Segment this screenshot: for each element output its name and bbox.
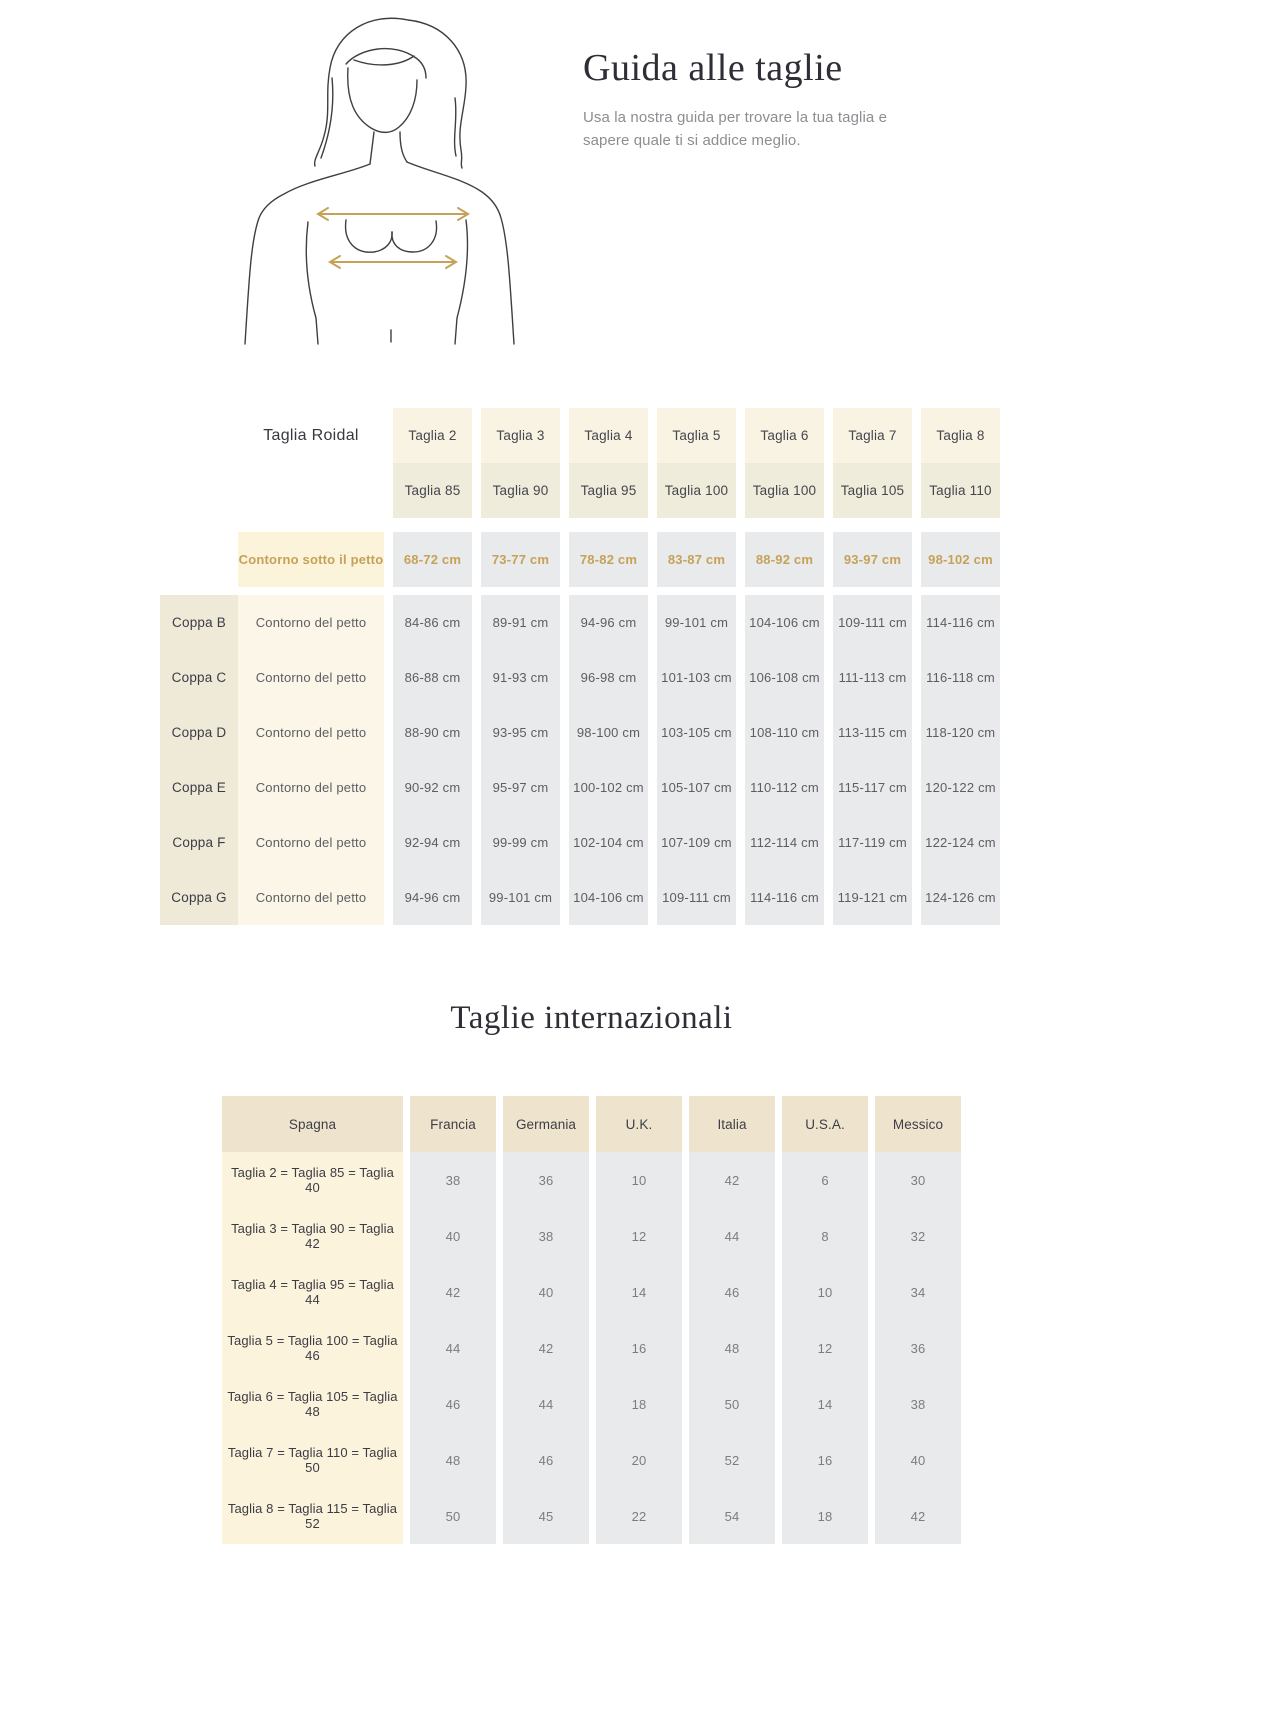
intl-size-cell: 12 — [775, 1320, 868, 1376]
spacer-cell — [160, 532, 238, 587]
size-cell: 110-112 cm — [736, 760, 824, 815]
size-cell: 99-101 cm — [472, 870, 560, 925]
intl-size-cell: 18 — [775, 1488, 868, 1544]
col-header-cell: Taglia 100 — [736, 463, 824, 518]
underbust-cell: 68-72 cm — [384, 532, 472, 587]
intl-size-cell: 40 — [496, 1264, 589, 1320]
cup-label-cell: Coppa B — [160, 595, 238, 650]
cup-row — [160, 815, 1000, 870]
size-cell: 102-104 cm — [560, 815, 648, 870]
measure-label-cell: Contorno del petto — [238, 870, 384, 925]
size-cell: 122-124 cm — [912, 815, 1000, 870]
col-header-cell: Taglia 4 — [560, 408, 648, 463]
intl-size-cell: 38 — [868, 1376, 961, 1432]
intl-row — [222, 1264, 961, 1320]
intl-row — [222, 1208, 961, 1264]
col-header-cell: Taglia 7 — [824, 408, 912, 463]
col-header-cell: Taglia 105 — [824, 463, 912, 518]
intl-row — [222, 1152, 961, 1208]
intl-size-cell: 10 — [775, 1264, 868, 1320]
underbust-cell: 93-97 cm — [824, 532, 912, 587]
country-header-cell: U.S.A. — [775, 1096, 868, 1152]
size-cell: 104-106 cm — [560, 870, 648, 925]
country-header-cell: Spagna — [222, 1096, 403, 1152]
cup-row — [160, 595, 1000, 650]
spacer-cell — [160, 463, 238, 518]
intl-size-cell: 14 — [775, 1376, 868, 1432]
size-cell: 114-116 cm — [736, 870, 824, 925]
intl-size-cell: 48 — [403, 1432, 496, 1488]
country-header-cell: Messico — [868, 1096, 961, 1152]
col-header-cell: Taglia 6 — [736, 408, 824, 463]
size-cell: 89-91 cm — [472, 595, 560, 650]
intl-size-cell: 40 — [868, 1432, 961, 1488]
intl-row-label: Taglia 3 = Taglia 90 = Taglia 42 — [222, 1208, 403, 1264]
col-header-cell: Taglia 8 — [912, 408, 1000, 463]
intl-size-cell: 22 — [589, 1488, 682, 1544]
intl-size-cell: 48 — [682, 1320, 775, 1376]
size-cell: 101-103 cm — [648, 650, 736, 705]
underbust-cell: 83-87 cm — [648, 532, 736, 587]
size-cell: 118-120 cm — [912, 705, 1000, 760]
measure-label-cell: Contorno del petto — [238, 705, 384, 760]
country-header-cell: Italia — [682, 1096, 775, 1152]
underbust-cell: 73-77 cm — [472, 532, 560, 587]
size-cell: 88-90 cm — [384, 705, 472, 760]
intl-row-label: Taglia 5 = Taglia 100 = Taglia 46 — [222, 1320, 403, 1376]
size-table-header-row-2 — [160, 463, 1000, 518]
intl-size-cell: 44 — [682, 1208, 775, 1264]
col-header-cell: Taglia 3 — [472, 408, 560, 463]
cup-label-cell: Coppa C — [160, 650, 238, 705]
size-cell: 116-118 cm — [912, 650, 1000, 705]
intl-size-cell: 45 — [496, 1488, 589, 1544]
intl-size-cell: 16 — [589, 1320, 682, 1376]
col-header-cell: Taglia 90 — [472, 463, 560, 518]
intl-size-cell: 38 — [496, 1208, 589, 1264]
intl-size-cell: 42 — [682, 1152, 775, 1208]
intl-size-cell: 50 — [403, 1488, 496, 1544]
intl-size-cell: 52 — [682, 1432, 775, 1488]
measure-label-cell: Contorno del petto — [238, 650, 384, 705]
intl-size-cell: 44 — [403, 1320, 496, 1376]
underbust-cell: 78-82 cm — [560, 532, 648, 587]
size-cell: 98-100 cm — [560, 705, 648, 760]
intl-size-cell: 30 — [868, 1152, 961, 1208]
size-cell: 114-116 cm — [912, 595, 1000, 650]
size-cell: 100-102 cm — [560, 760, 648, 815]
size-cell: 112-114 cm — [736, 815, 824, 870]
size-cell: 95-97 cm — [472, 760, 560, 815]
intl-size-cell: 42 — [496, 1320, 589, 1376]
intl-size-cell: 44 — [496, 1376, 589, 1432]
country-header-cell: Francia — [403, 1096, 496, 1152]
torso-measurement-illustration — [228, 6, 560, 348]
spacer-cell — [160, 408, 238, 463]
size-table-header-row-1 — [160, 408, 1000, 463]
hero-text — [583, 46, 943, 153]
size-cell: 96-98 cm — [560, 650, 648, 705]
col-header-cell: Taglia 100 — [648, 463, 736, 518]
size-cell: 109-111 cm — [824, 595, 912, 650]
measure-label-cell: Contorno del petto — [238, 760, 384, 815]
col-header-cell: Taglia 110 — [912, 463, 1000, 518]
underbust-cell: 98-102 cm — [912, 532, 1000, 587]
cup-label-cell: Coppa G — [160, 870, 238, 925]
size-cell: 115-117 cm — [824, 760, 912, 815]
size-cell: 111-113 cm — [824, 650, 912, 705]
size-cell: 99-99 cm — [472, 815, 560, 870]
intl-size-cell: 46 — [403, 1376, 496, 1432]
size-cell: 90-92 cm — [384, 760, 472, 815]
intl-size-cell: 42 — [868, 1488, 961, 1544]
intl-row — [222, 1320, 961, 1376]
spacer-cell — [238, 463, 384, 518]
intl-size-cell: 42 — [403, 1264, 496, 1320]
size-cell: 91-93 cm — [472, 650, 560, 705]
intl-size-cell: 32 — [868, 1208, 961, 1264]
size-cell: 94-96 cm — [384, 870, 472, 925]
intl-size-cell: 20 — [589, 1432, 682, 1488]
size-cell: 103-105 cm — [648, 705, 736, 760]
country-header-cell: Germania — [496, 1096, 589, 1152]
intl-row-label: Taglia 6 = Taglia 105 = Taglia 48 — [222, 1376, 403, 1432]
cup-row — [160, 760, 1000, 815]
underbust-cell: 88-92 cm — [736, 532, 824, 587]
size-cell: 93-95 cm — [472, 705, 560, 760]
cup-label-cell: Coppa D — [160, 705, 238, 760]
size-cell: 99-101 cm — [648, 595, 736, 650]
size-cell: 94-96 cm — [560, 595, 648, 650]
intl-size-cell: 50 — [682, 1376, 775, 1432]
intl-size-cell: 12 — [589, 1208, 682, 1264]
size-cell: 104-106 cm — [736, 595, 824, 650]
size-cell: 106-108 cm — [736, 650, 824, 705]
intl-size-cell: 18 — [589, 1376, 682, 1432]
intl-row-label: Taglia 8 = Taglia 115 = Taglia 52 — [222, 1488, 403, 1544]
size-cell: 113-115 cm — [824, 705, 912, 760]
international-title: Taglie internazionali — [450, 1000, 733, 1036]
size-cell: 124-126 cm — [912, 870, 1000, 925]
col-header-cell: Taglia 2 — [384, 408, 472, 463]
cup-label-cell: Coppa E — [160, 760, 238, 815]
intl-row — [222, 1432, 961, 1488]
size-cell: 92-94 cm — [384, 815, 472, 870]
measurement-arrow-icon — [318, 208, 468, 268]
roidal-size-table — [160, 408, 1000, 925]
intl-size-cell: 36 — [496, 1152, 589, 1208]
underbust-row — [160, 532, 1000, 587]
cup-row — [160, 705, 1000, 760]
size-cell: 109-111 cm — [648, 870, 736, 925]
intl-size-cell: 40 — [403, 1208, 496, 1264]
intl-size-cell: 34 — [868, 1264, 961, 1320]
underbust-label: Contorno sotto il petto — [238, 532, 384, 587]
col-header-cell: Taglia 95 — [560, 463, 648, 518]
cup-label-cell: Coppa F — [160, 815, 238, 870]
size-cell: 84-86 cm — [384, 595, 472, 650]
intl-size-cell: 14 — [589, 1264, 682, 1320]
intl-size-cell: 46 — [682, 1264, 775, 1320]
intl-row-label: Taglia 7 = Taglia 110 = Taglia 50 — [222, 1432, 403, 1488]
size-cell: 117-119 cm — [824, 815, 912, 870]
cup-row — [160, 650, 1000, 705]
cup-row — [160, 870, 1000, 925]
intl-header-row — [222, 1096, 961, 1152]
intl-row — [222, 1488, 961, 1544]
intl-size-cell: 8 — [775, 1208, 868, 1264]
size-cell: 107-109 cm — [648, 815, 736, 870]
size-cell: 119-121 cm — [824, 870, 912, 925]
size-table-title: Taglia Roidal — [263, 426, 359, 444]
col-header-cell: Taglia 5 — [648, 408, 736, 463]
measure-label-cell: Contorno del petto — [238, 595, 384, 650]
country-header-cell: U.K. — [589, 1096, 682, 1152]
intl-row-label: Taglia 2 = Taglia 85 = Taglia 40 — [222, 1152, 403, 1208]
size-cell: 86-88 cm — [384, 650, 472, 705]
intl-row-label: Taglia 4 = Taglia 95 = Taglia 44 — [222, 1264, 403, 1320]
intl-size-cell: 54 — [682, 1488, 775, 1544]
intl-row — [222, 1376, 961, 1432]
size-cell: 105-107 cm — [648, 760, 736, 815]
intl-size-cell: 6 — [775, 1152, 868, 1208]
intl-size-cell: 10 — [589, 1152, 682, 1208]
international-size-table — [222, 1096, 961, 1544]
intl-size-cell: 38 — [403, 1152, 496, 1208]
measure-label-cell: Contorno del petto — [238, 815, 384, 870]
col-header-cell: Taglia 85 — [384, 463, 472, 518]
size-cell: 108-110 cm — [736, 705, 824, 760]
size-cell: 120-122 cm — [912, 760, 1000, 815]
intl-size-cell: 36 — [868, 1320, 961, 1376]
page-title: Guida alle taglie — [583, 47, 843, 89]
page-subtitle: Usa la nostra guida per trovare la tua taglia e sapere quale ti si addice meglio. — [583, 109, 888, 150]
intl-size-cell: 16 — [775, 1432, 868, 1488]
intl-size-cell: 46 — [496, 1432, 589, 1488]
